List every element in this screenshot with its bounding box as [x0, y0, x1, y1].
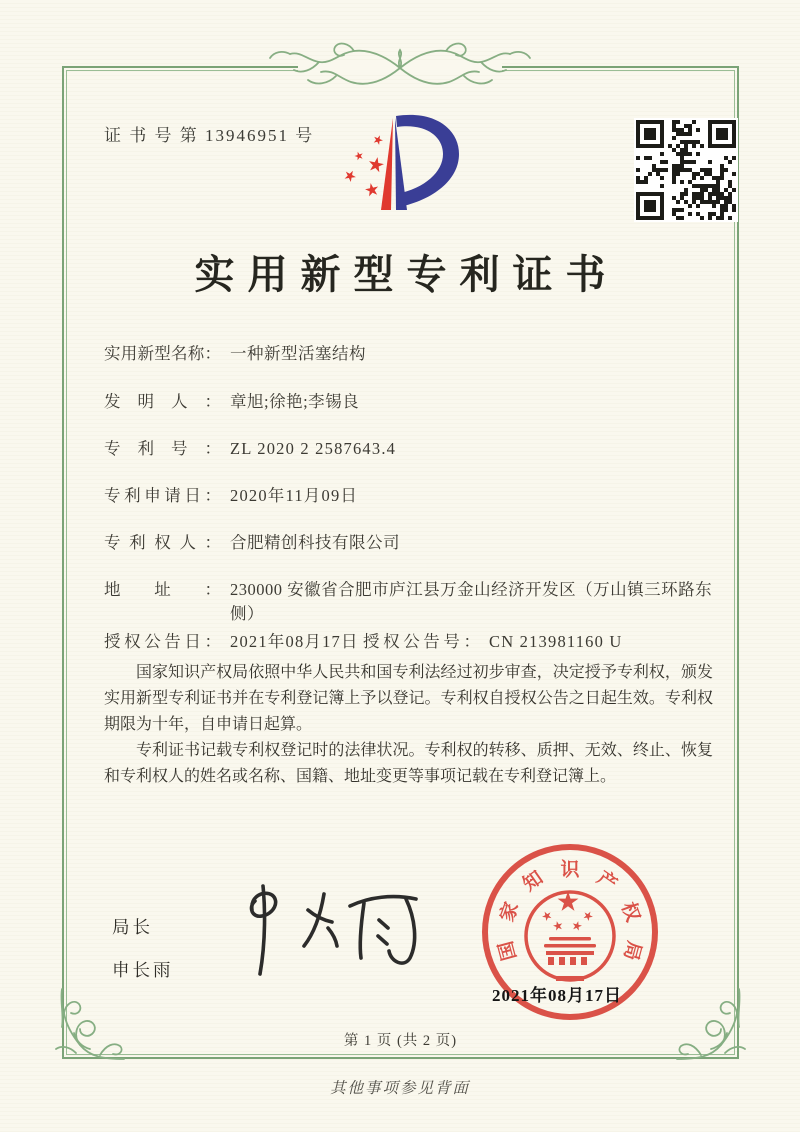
- legal-paragraph-1: 国家知识产权局依照中华人民共和国专利法经过初步审查，决定授予专利权，颁发实用新型专利证书并在专利登记簿上予以登记。专利权自授权公告之日起生效。专利权期限为十年，自申请日起算。: [104, 664, 713, 733]
- certificate-number: 证 书 号 第 13946951 号: [104, 126, 315, 145]
- page-indicator: 第 1 页 (共 2 页): [343, 1033, 458, 1049]
- cnipa-logo-icon: [333, 110, 468, 222]
- certificate-title: 实用新型专利证书: [194, 252, 619, 297]
- seal-date: 2021年08月17日: [492, 986, 622, 1005]
- field-value: CN 213981160 U: [489, 632, 623, 651]
- field-grant-row: [104, 630, 714, 654]
- legal-paragraph-2: 专利证书记载专利权登记时的法律状况。专利权的转移、质押、无效、终止、恢复和专利权人的姓名或名称、国籍、地址变更等事项记载在专利登记簿上。: [104, 742, 713, 785]
- field-address: [104, 578, 714, 626]
- field-value: 230000 安徽省合肥市庐江县万金山经济开发区（万山镇三环路东侧）: [230, 580, 713, 623]
- svg-text:国: 国: [495, 938, 521, 963]
- field-inventors: [104, 390, 714, 414]
- svg-text:权: 权: [616, 899, 644, 925]
- officer-title: 局长: [112, 917, 153, 937]
- field-value: 2020年11月09日: [230, 486, 359, 505]
- qr-code: [634, 118, 738, 222]
- field-label: 专利号：: [104, 439, 221, 458]
- director-signature-handwriting: [222, 878, 437, 988]
- svg-text:产: 产: [592, 867, 621, 896]
- field-label: 专利权人：: [104, 533, 221, 552]
- field-value: 一种新型活塞结构: [230, 344, 366, 363]
- field-label: 发明人：: [104, 392, 221, 411]
- svg-text:知: 知: [519, 867, 548, 896]
- officer-name: 申长雨: [112, 960, 174, 980]
- svg-text:局: 局: [619, 938, 645, 963]
- field-value: 合肥精创科技有限公司: [230, 533, 400, 552]
- legal-text: [104, 660, 713, 790]
- field-value: ZL 2020 2 2587643.4: [230, 439, 397, 458]
- svg-text:家: 家: [496, 899, 524, 925]
- field-filing-date: [104, 484, 714, 508]
- svg-text:识: 识: [560, 859, 580, 881]
- field-utility-model-name: [104, 342, 714, 366]
- field-patentee: [104, 531, 714, 555]
- field-label: 专利申请日：: [104, 486, 221, 505]
- field-grant-number: [363, 630, 623, 654]
- field-value: 2021年08月17日: [230, 632, 359, 651]
- back-side-note: 其他事项参见背面: [329, 1080, 470, 1097]
- officer-block: [112, 914, 174, 1000]
- field-grant-date: [104, 630, 363, 654]
- field-label: 地址：: [104, 580, 221, 599]
- field-label: 实用新型名称：: [104, 344, 221, 363]
- field-value: 章旭;徐艳;李锡良: [230, 392, 360, 411]
- field-label: 授权公告日：: [104, 632, 221, 651]
- field-label: 授权公告号：: [363, 632, 480, 651]
- field-patent-number: [104, 437, 714, 461]
